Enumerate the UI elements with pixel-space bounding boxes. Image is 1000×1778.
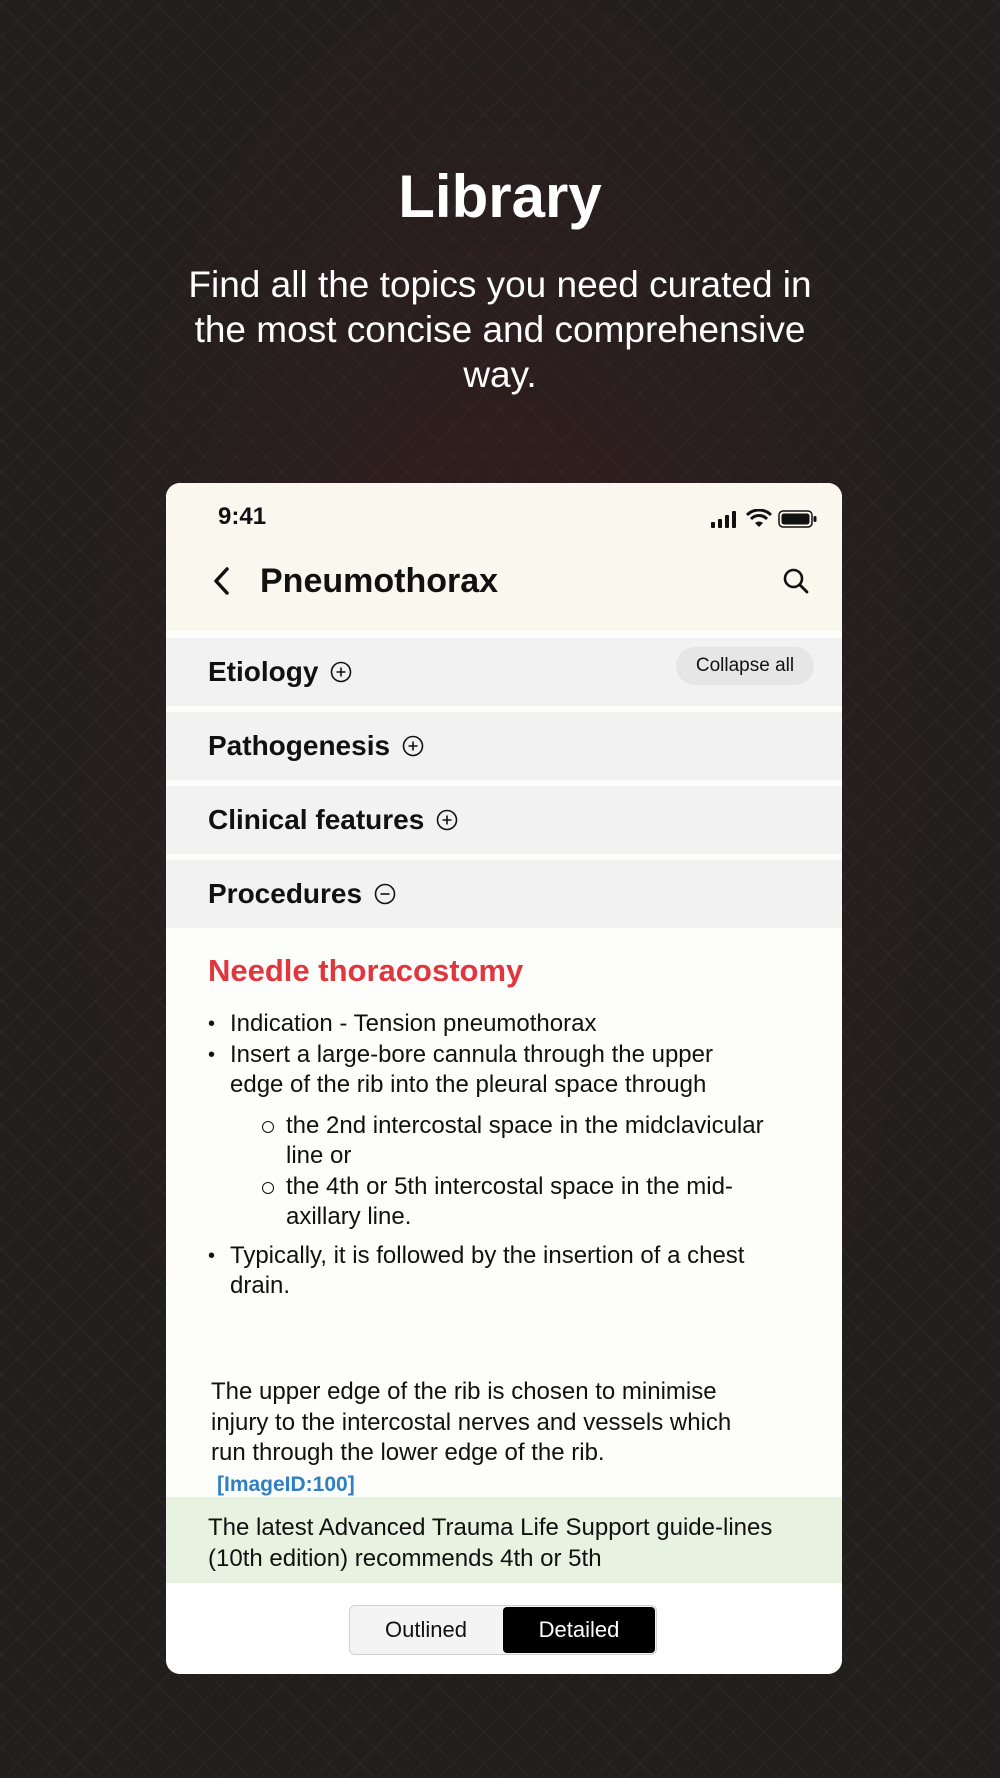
chevron-left-icon xyxy=(211,566,233,596)
section-label: Procedures xyxy=(208,860,396,928)
section-label: Pathogenesis xyxy=(208,712,424,780)
search-icon xyxy=(782,567,810,595)
status-time: 9:41 xyxy=(218,503,267,530)
list-item: • Typically, it is followed by the insertion of a chest drain. xyxy=(208,1241,768,1302)
section-label: Etiology xyxy=(208,638,352,706)
detailed-tab[interactable]: Detailed xyxy=(503,1607,655,1653)
collapse-minus-icon xyxy=(374,883,396,905)
bullet-list xyxy=(208,1009,768,1302)
image-reference-link[interactable]: [ImageID:100] xyxy=(217,1472,355,1496)
expand-plus-icon xyxy=(402,735,424,757)
note-text: The upper edge of the rib is chosen to minimise injury to the intercostal nerves and vessels which run through the lower edge of the rib. xyxy=(211,1378,732,1466)
sub-bullet-list xyxy=(262,1111,768,1233)
expand-plus-icon xyxy=(330,661,352,683)
outlined-tab[interactable]: Outlined xyxy=(350,1606,502,1654)
page-title: Pneumothorax xyxy=(260,562,499,600)
bottom-bar xyxy=(166,1583,842,1674)
section-clinical-features[interactable] xyxy=(166,786,842,854)
search-button[interactable] xyxy=(776,561,816,601)
app-header xyxy=(166,483,842,631)
hero-subtitle: Find all the topics you need curated in the most concise and comprehensive way. xyxy=(188,264,812,395)
section-pathogenesis[interactable] xyxy=(166,712,842,780)
list-item: • Insert a large-bore cannula through the upper edge of the rib into the pleural space through xyxy=(208,1040,768,1101)
procedure-heading: Needle thoracostomy xyxy=(208,953,524,988)
explanatory-note xyxy=(211,1377,751,1500)
battery-icon xyxy=(778,509,818,529)
atls-callout xyxy=(166,1497,842,1597)
phone-screen xyxy=(166,483,842,1674)
list-item: the 4th or 5th intercostal space in the mid-axillary line. xyxy=(262,1172,768,1233)
list-item: the 2nd intercostal space in the midclavicular line or xyxy=(262,1111,768,1172)
collapse-all-button[interactable]: Collapse all xyxy=(676,647,814,685)
section-label: Clinical features xyxy=(208,786,458,854)
hero-title: Library xyxy=(398,163,602,230)
signal-icon xyxy=(710,509,740,529)
wifi-icon xyxy=(746,509,772,529)
section-procedures[interactable] xyxy=(166,860,842,928)
view-mode-toggle xyxy=(349,1605,657,1655)
procedure-content xyxy=(166,953,842,1513)
status-icons xyxy=(710,509,820,529)
back-button[interactable] xyxy=(202,559,242,603)
expand-plus-icon xyxy=(436,809,458,831)
section-etiology[interactable] xyxy=(166,638,842,706)
list-item: • Indication - Tension pneumothorax xyxy=(208,1009,768,1040)
callout-text: The latest Advanced Trauma Life Support guide-lines (10th edition) recommends 4th or 5th xyxy=(208,1514,773,1572)
